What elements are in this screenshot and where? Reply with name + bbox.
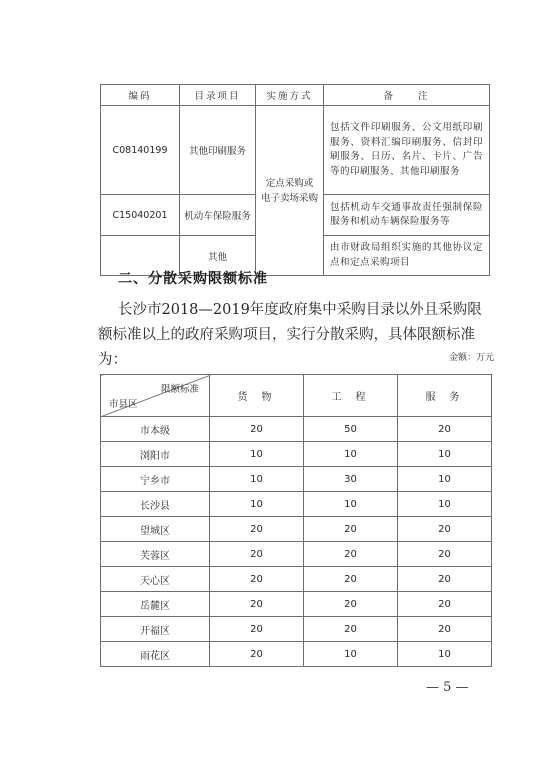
quota-works-cell: 20 xyxy=(304,592,398,617)
catalog-item: 机动车保险服务 xyxy=(180,195,256,236)
quota-header-row xyxy=(101,375,492,417)
quota-works-cell: 20 xyxy=(304,542,398,567)
quota-goods-cell: 20 xyxy=(210,592,304,617)
catalog-method xyxy=(256,106,324,276)
quota-services-cell: 20 xyxy=(398,592,492,617)
quota-header-goods: 货物 xyxy=(210,375,304,417)
catalog-item: 其他 xyxy=(180,236,256,276)
catalog-method-line1: 定点采购或 xyxy=(265,177,314,189)
quota-works-cell: 20 xyxy=(304,517,398,542)
catalog-note: 包括机动车交通事故责任强制保险服务和机动车辆保险服务等 xyxy=(324,195,490,236)
amount-unit-note: 金额：万元 xyxy=(448,353,494,363)
quota-row xyxy=(101,517,492,542)
catalog-header-method: 实施方式 xyxy=(256,85,324,106)
catalog-header-code: 编码 xyxy=(101,85,180,106)
quota-services-cell: 10 xyxy=(398,442,492,467)
quota-services-cell: 10 xyxy=(398,642,492,667)
quota-row xyxy=(101,642,492,667)
catalog-method-line2: 电子卖场采购 xyxy=(260,192,318,204)
quota-diagonal-header xyxy=(101,375,210,417)
quota-goods-cell: 10 xyxy=(210,467,304,492)
section-paragraph-text: 长沙市2018—2019年度政府集中采购目录以外且采购限额标准以上的政府采购项目，实行分散采购，具体限额标准为： xyxy=(98,302,482,368)
quota-row xyxy=(101,467,492,492)
quota-services-cell: 20 xyxy=(398,617,492,642)
quota-goods-cell: 20 xyxy=(210,567,304,592)
quota-area-cell: 望城区 xyxy=(101,517,210,542)
procurement-catalog-table xyxy=(100,84,490,276)
quota-goods-cell: 20 xyxy=(210,517,304,542)
diag-label-area: 市县区 xyxy=(109,399,138,410)
quota-works-cell: 10 xyxy=(304,642,398,667)
quota-goods-cell: 20 xyxy=(210,542,304,567)
section-heading: 二、分散采购限额标准 xyxy=(118,271,268,287)
catalog-code: C15040201 xyxy=(101,195,180,236)
quota-services-cell: 10 xyxy=(398,492,492,517)
quota-area-cell: 宁乡市 xyxy=(101,467,210,492)
quota-area-cell: 天心区 xyxy=(101,567,210,592)
quota-works-cell: 30 xyxy=(304,467,398,492)
quota-row xyxy=(101,567,492,592)
catalog-header-row xyxy=(101,85,490,106)
catalog-note: 由市财政局组织实施的其他协议定点和定点采购项目 xyxy=(324,236,490,276)
quota-area-cell: 市本级 xyxy=(101,417,210,442)
quota-area-cell: 雨花区 xyxy=(101,642,210,667)
quota-services-cell: 20 xyxy=(398,567,492,592)
catalog-row xyxy=(101,106,490,195)
quota-area-cell: 浏阳市 xyxy=(101,442,210,467)
diag-label-quota: 限额标准 xyxy=(160,384,199,395)
quota-services-cell: 20 xyxy=(398,417,492,442)
quota-works-cell: 10 xyxy=(304,442,398,467)
quota-services-cell: 20 xyxy=(398,542,492,567)
quota-area-cell: 开福区 xyxy=(101,617,210,642)
quota-area-cell: 岳麓区 xyxy=(101,592,210,617)
quota-row xyxy=(101,617,492,642)
quota-header-services: 服务 xyxy=(398,375,492,417)
quota-works-cell: 20 xyxy=(304,567,398,592)
quota-row xyxy=(101,442,492,467)
quota-row xyxy=(101,592,492,617)
quota-row xyxy=(101,417,492,442)
quota-goods-cell: 10 xyxy=(210,492,304,517)
catalog-item: 其他印刷服务 xyxy=(180,106,256,195)
catalog-header-item: 目录项目 xyxy=(180,85,256,106)
quota-works-cell: 20 xyxy=(304,617,398,642)
catalog-note: 包括文件印刷服务、公文用纸印刷服务、资料汇编印刷服务、信封印刷服务、日历、名片、卡片、广告等的印刷服务、其他印刷服务 xyxy=(324,106,490,195)
quota-area-cell: 芙蓉区 xyxy=(101,542,210,567)
catalog-code: C08140199 xyxy=(101,106,180,195)
catalog-header-note: 备 注 xyxy=(324,85,490,106)
quota-standard-table xyxy=(100,374,492,667)
quota-row xyxy=(101,542,492,567)
quota-header-works: 工程 xyxy=(304,375,398,417)
quota-goods-cell: 10 xyxy=(210,442,304,467)
quota-services-cell: 20 xyxy=(398,517,492,542)
quota-goods-cell: 20 xyxy=(210,617,304,642)
quota-works-cell: 10 xyxy=(304,492,398,517)
quota-row xyxy=(101,492,492,517)
quota-services-cell: 10 xyxy=(398,467,492,492)
quota-body xyxy=(101,417,492,667)
page-number: — 5 — xyxy=(426,680,469,695)
quota-area-cell: 长沙县 xyxy=(101,492,210,517)
quota-goods-cell: 20 xyxy=(210,417,304,442)
quota-works-cell: 50 xyxy=(304,417,398,442)
quota-goods-cell: 20 xyxy=(210,642,304,667)
